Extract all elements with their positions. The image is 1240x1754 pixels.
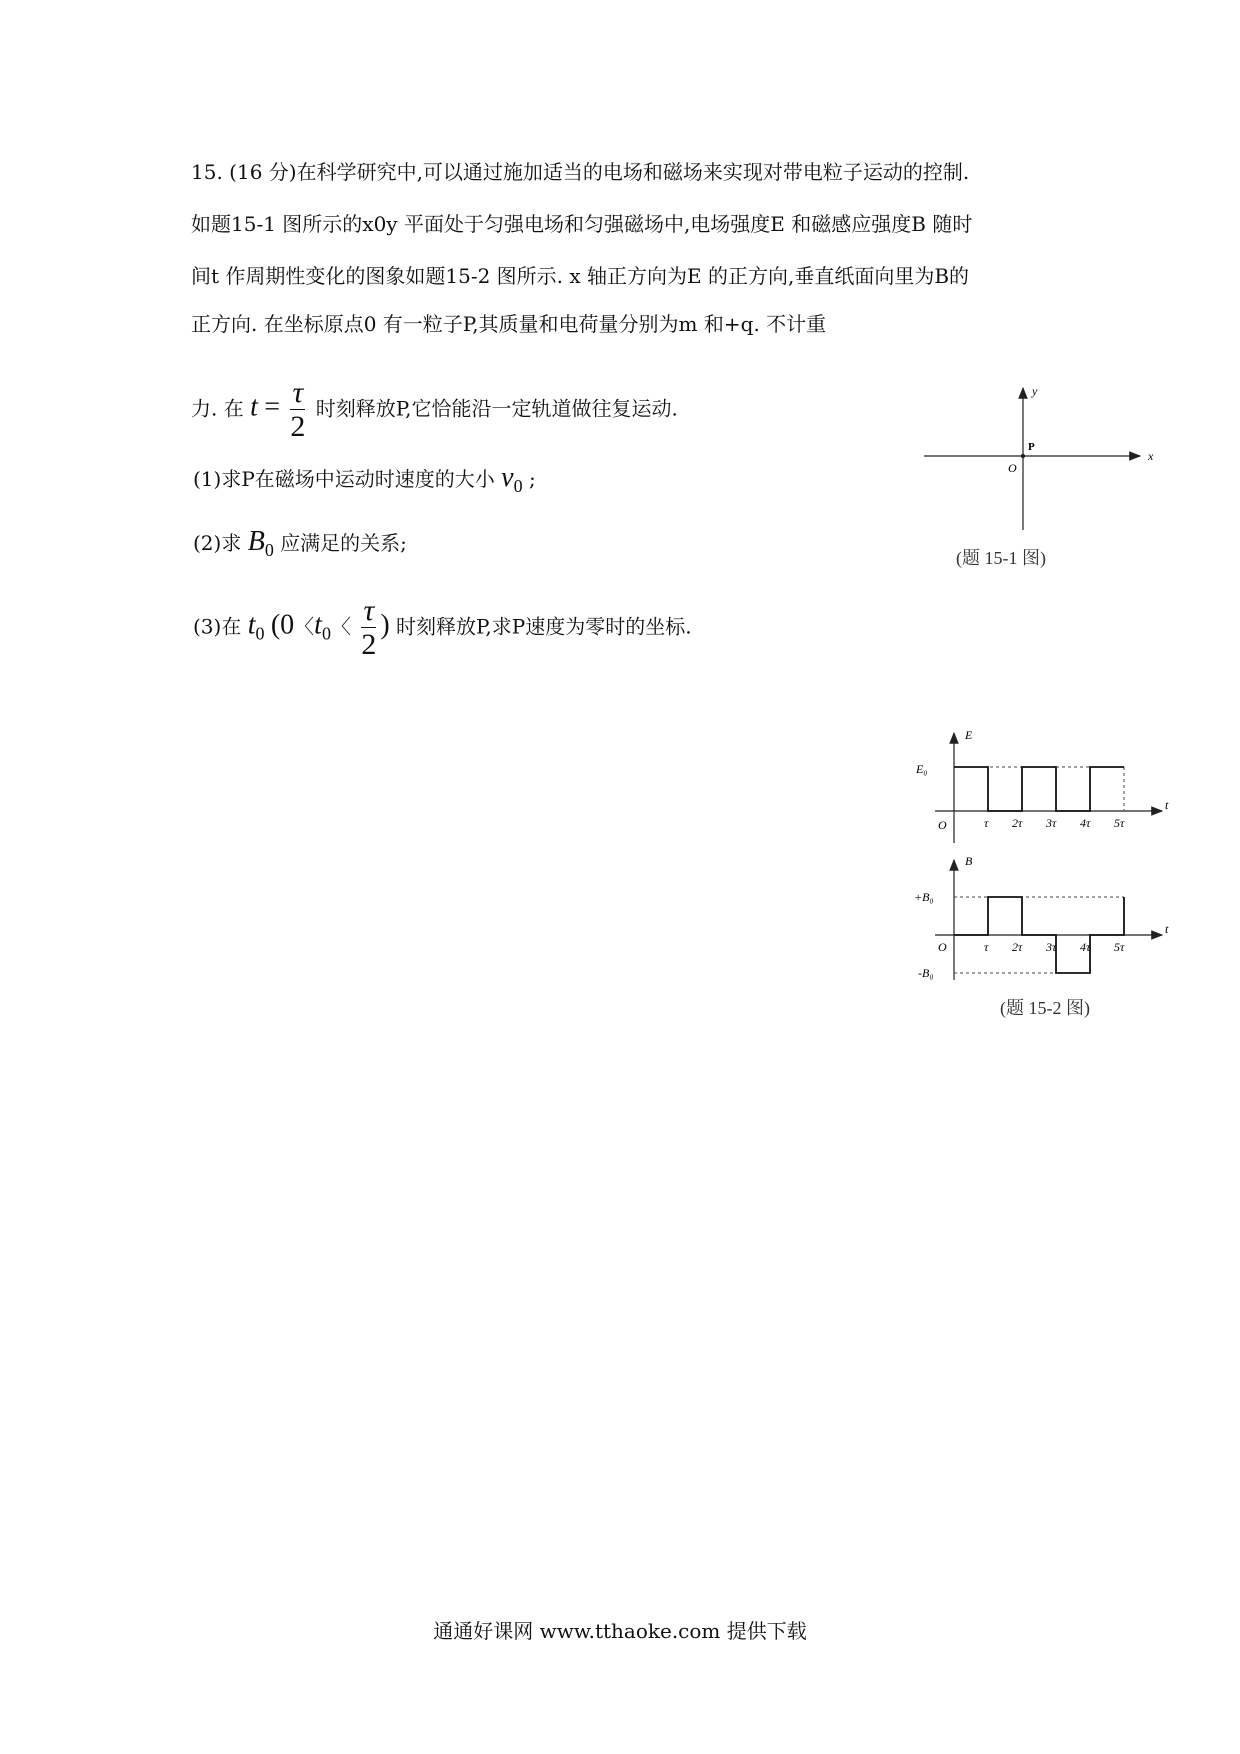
e-tick-label-1: τ bbox=[984, 816, 989, 830]
b-pos-label: +B₀ bbox=[914, 890, 934, 904]
q3-paren-open: ( bbox=[270, 609, 281, 641]
q3-zero: 0 bbox=[280, 609, 295, 641]
q3-fraction bbox=[361, 596, 376, 660]
figure-15-1 bbox=[920, 380, 1160, 590]
b-tick-label-4: 4τ bbox=[1080, 940, 1091, 954]
problem-line-1: 15. (16 分)在科学研究中,可以通过施加适当的电场和磁场来实现对带电粒子运动的控制. bbox=[191, 160, 970, 184]
q1-sub: 0 bbox=[513, 476, 523, 496]
e-t-label: t bbox=[1165, 798, 1169, 812]
problem-line-4: 正方向. 在坐标原点0 有一粒子P,其质量和电荷量分别为m 和+q. 不计重 bbox=[191, 312, 827, 336]
b-t-label: t bbox=[1165, 922, 1169, 936]
b-graph-marks bbox=[954, 897, 1125, 973]
b-tick-label-5: 5τ bbox=[1114, 940, 1125, 954]
q3-lt1: 〈 bbox=[294, 616, 315, 639]
footer-credit: 通通好课网 www.tthaoke.com 提供下载 bbox=[433, 1619, 807, 1643]
b-axis-label: B bbox=[965, 854, 973, 868]
q3-t-sub: 0 bbox=[255, 623, 265, 644]
fig1-particle-dot bbox=[1021, 454, 1025, 458]
q2-prefix: (2)求 bbox=[193, 531, 242, 555]
fig1-particle-label: P bbox=[1028, 441, 1035, 453]
e-tick-label-3: 3τ bbox=[1046, 816, 1057, 830]
e-series-line bbox=[954, 767, 1124, 811]
b-series-line bbox=[954, 897, 1124, 973]
fig1-x-label: x bbox=[1148, 449, 1154, 463]
line5-prefix: 力. 在 bbox=[191, 396, 244, 421]
q1-var: v bbox=[501, 462, 514, 493]
line5-eq: = bbox=[264, 391, 281, 423]
e-tick-label-4: 4τ bbox=[1080, 816, 1091, 830]
q3-frac-num: τ bbox=[361, 596, 376, 628]
q1-prefix: (1)求P在磁场中运动时速度的大小 bbox=[193, 467, 495, 491]
line5-frac-num: τ bbox=[290, 378, 305, 410]
e-level-label: E₀ bbox=[916, 762, 928, 776]
e-tick-label-5: 5τ bbox=[1114, 816, 1125, 830]
problem-line-5 bbox=[191, 378, 678, 442]
line5-t: t bbox=[250, 391, 258, 423]
question-2 bbox=[193, 528, 407, 559]
figure-15-2 bbox=[910, 725, 1180, 1025]
q2-var: B bbox=[247, 526, 265, 557]
line5-fraction bbox=[290, 378, 305, 442]
b-tick-label-2: 2τ bbox=[1012, 940, 1023, 954]
b-origin-label: O bbox=[938, 940, 947, 954]
q3-t2-sub: 0 bbox=[321, 623, 331, 644]
q3-suffix: 时刻释放P,求P速度为零时的坐标. bbox=[396, 614, 692, 639]
e-tick-label-2: 2τ bbox=[1012, 816, 1023, 830]
q2-suffix: 应满足的关系; bbox=[280, 531, 407, 555]
line5-frac-den: 2 bbox=[290, 410, 306, 443]
problem-line-2: 如题15-1 图所示的x0y 平面处于匀强电场和匀强磁场中,电场强度E 和磁感应强度B 随时 bbox=[191, 212, 973, 236]
fig1-origin-label: O bbox=[1008, 461, 1017, 475]
b-tick-label-3: 3τ bbox=[1046, 940, 1057, 954]
line5-suffix: 时刻释放P,它恰能沿一定轨道做往复运动. bbox=[315, 396, 678, 421]
e-origin-label: O bbox=[938, 818, 947, 832]
question-1 bbox=[193, 464, 536, 495]
q3-paren-close: ) bbox=[380, 609, 390, 641]
fig1-caption: (题 15-1 图) bbox=[956, 548, 1046, 568]
q1-suffix: ; bbox=[528, 467, 536, 491]
q3-t: t bbox=[247, 609, 256, 641]
e-graph-marks bbox=[954, 767, 1125, 830]
b-tick-label-1: τ bbox=[984, 940, 989, 954]
q3-prefix: (3)在 bbox=[193, 614, 242, 639]
b-neg-label: -B₀ bbox=[918, 966, 934, 980]
q3-lt2: 〈 bbox=[330, 616, 351, 639]
fig2-caption: (题 15-2 图) bbox=[1000, 998, 1090, 1018]
e-axis-label: E bbox=[965, 728, 973, 742]
q3-frac-den: 2 bbox=[361, 628, 377, 661]
q2-sub: 0 bbox=[264, 540, 274, 560]
question-3 bbox=[193, 596, 692, 660]
q3-t2: t bbox=[314, 609, 322, 641]
fig1-y-label: y bbox=[1032, 384, 1038, 398]
problem-line-3: 间t 作周期性变化的图象如题15-2 图所示. x 轴正方向为E 的正方向,垂直纸面向里为B的 bbox=[191, 264, 970, 288]
